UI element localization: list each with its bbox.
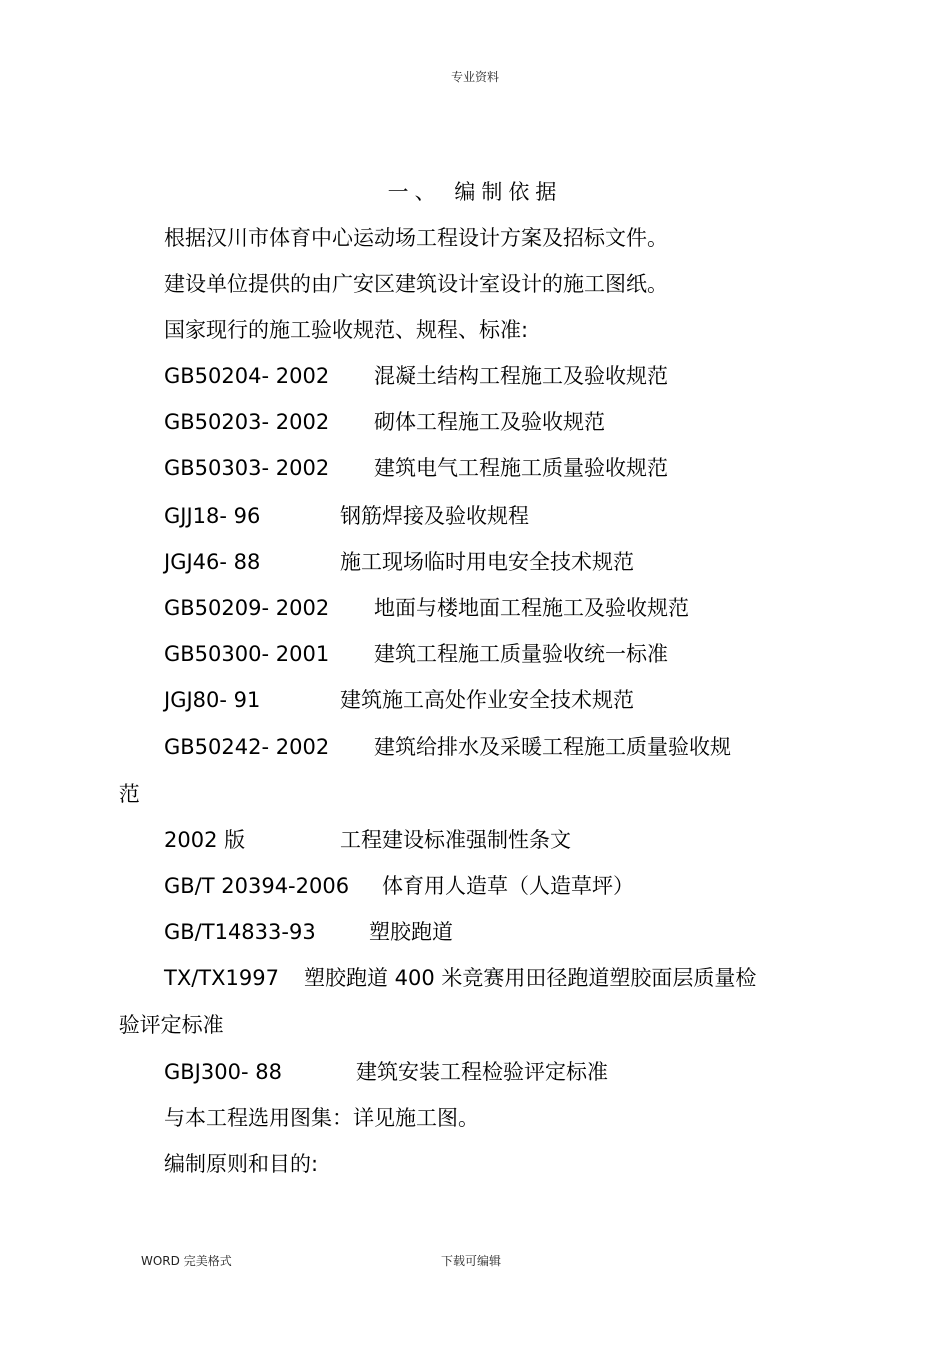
page-header: 专业资料: [450, 70, 499, 84]
standard-code: GB50303- 2002: [164, 456, 330, 480]
standard-code: GB50209- 2002: [164, 596, 330, 620]
standard-code: GB50300- 2001: [164, 642, 330, 666]
standard-row: [164, 594, 689, 622]
standard-code: JGJ80- 91: [164, 688, 261, 712]
standard-row: [164, 826, 571, 854]
standard-desc: 塑胶跑道 400 米竞赛用田径跑道塑胶面层质量检: [304, 966, 757, 990]
footer-left-text: WORD 完美格式: [141, 1254, 232, 1268]
footer-right-text: 下载可编辑: [441, 1254, 502, 1268]
standard-row: [164, 548, 634, 576]
standard-code: GB/T14833-93: [164, 920, 316, 944]
standard-desc: 混凝土结构工程施工及验收规范: [374, 364, 668, 388]
standard-desc: 地面与楼地面工程施工及验收规范: [374, 596, 689, 620]
standard-code: GB50203- 2002: [164, 410, 330, 434]
standard-code: 2002 版: [164, 828, 246, 852]
standard-row: [164, 918, 453, 946]
section-title: 一、 编制依据: [387, 180, 563, 204]
standard-row: [164, 1058, 608, 1086]
standard-row-continuation: [112, 1011, 224, 1039]
standard-desc: 范: [118, 782, 140, 806]
standard-row: [164, 640, 668, 668]
standard-row: [164, 686, 634, 714]
standard-desc: 建筑给排水及采暖工程施工质量验收规: [374, 735, 731, 759]
standard-desc: 建筑安装工程检验评定标准: [356, 1060, 608, 1084]
standard-code: GJJ18- 96: [164, 504, 261, 528]
standard-row: [164, 964, 757, 992]
standard-desc: 建筑工程施工质量验收统一标准: [374, 642, 668, 666]
standard-desc: 施工现场临时用电安全技术规范: [340, 550, 634, 574]
standard-row-continuation: [112, 780, 140, 808]
standard-code: JGJ46- 88: [164, 550, 261, 574]
standard-desc: 验评定标准: [118, 1013, 224, 1037]
paragraph-standards-intro: 国家现行的施工验收规范、规程、标准:: [164, 318, 529, 342]
standard-code: GBJ300- 88: [164, 1060, 282, 1084]
standard-desc: 钢筋焊接及验收规程: [340, 504, 529, 528]
standard-row: [164, 733, 731, 761]
standard-row: [164, 362, 668, 390]
standard-row: [164, 454, 668, 482]
standard-code: GB50204- 2002: [164, 364, 330, 388]
standard-desc: 建筑电气工程施工质量验收规范: [374, 456, 668, 480]
paragraph-atlas: 与本工程选用图集：详见施工图。: [164, 1106, 479, 1130]
standard-code: TX/TX1997: [164, 966, 279, 990]
paragraph-drawings: 建设单位提供的由广安区建筑设计室设计的施工图纸。: [164, 272, 668, 296]
standard-code: GB/T 20394-2006: [164, 874, 350, 898]
standard-desc: 塑胶跑道: [369, 920, 453, 944]
standard-row: [164, 408, 605, 436]
standard-desc: 体育用人造草（人造草坪）: [382, 874, 634, 898]
standard-desc: 工程建设标准强制性条文: [340, 828, 571, 852]
standard-row: [164, 502, 529, 530]
standard-desc: 建筑施工高处作业安全技术规范: [340, 688, 634, 712]
standard-code: GB50242- 2002: [164, 735, 330, 759]
paragraph-principles: 编制原则和目的:: [164, 1152, 319, 1176]
standard-row: [164, 872, 634, 900]
standard-desc: 砌体工程施工及验收规范: [374, 410, 605, 434]
paragraph-basis: 根据汉川市体育中心运动场工程设计方案及招标文件。: [164, 226, 668, 250]
